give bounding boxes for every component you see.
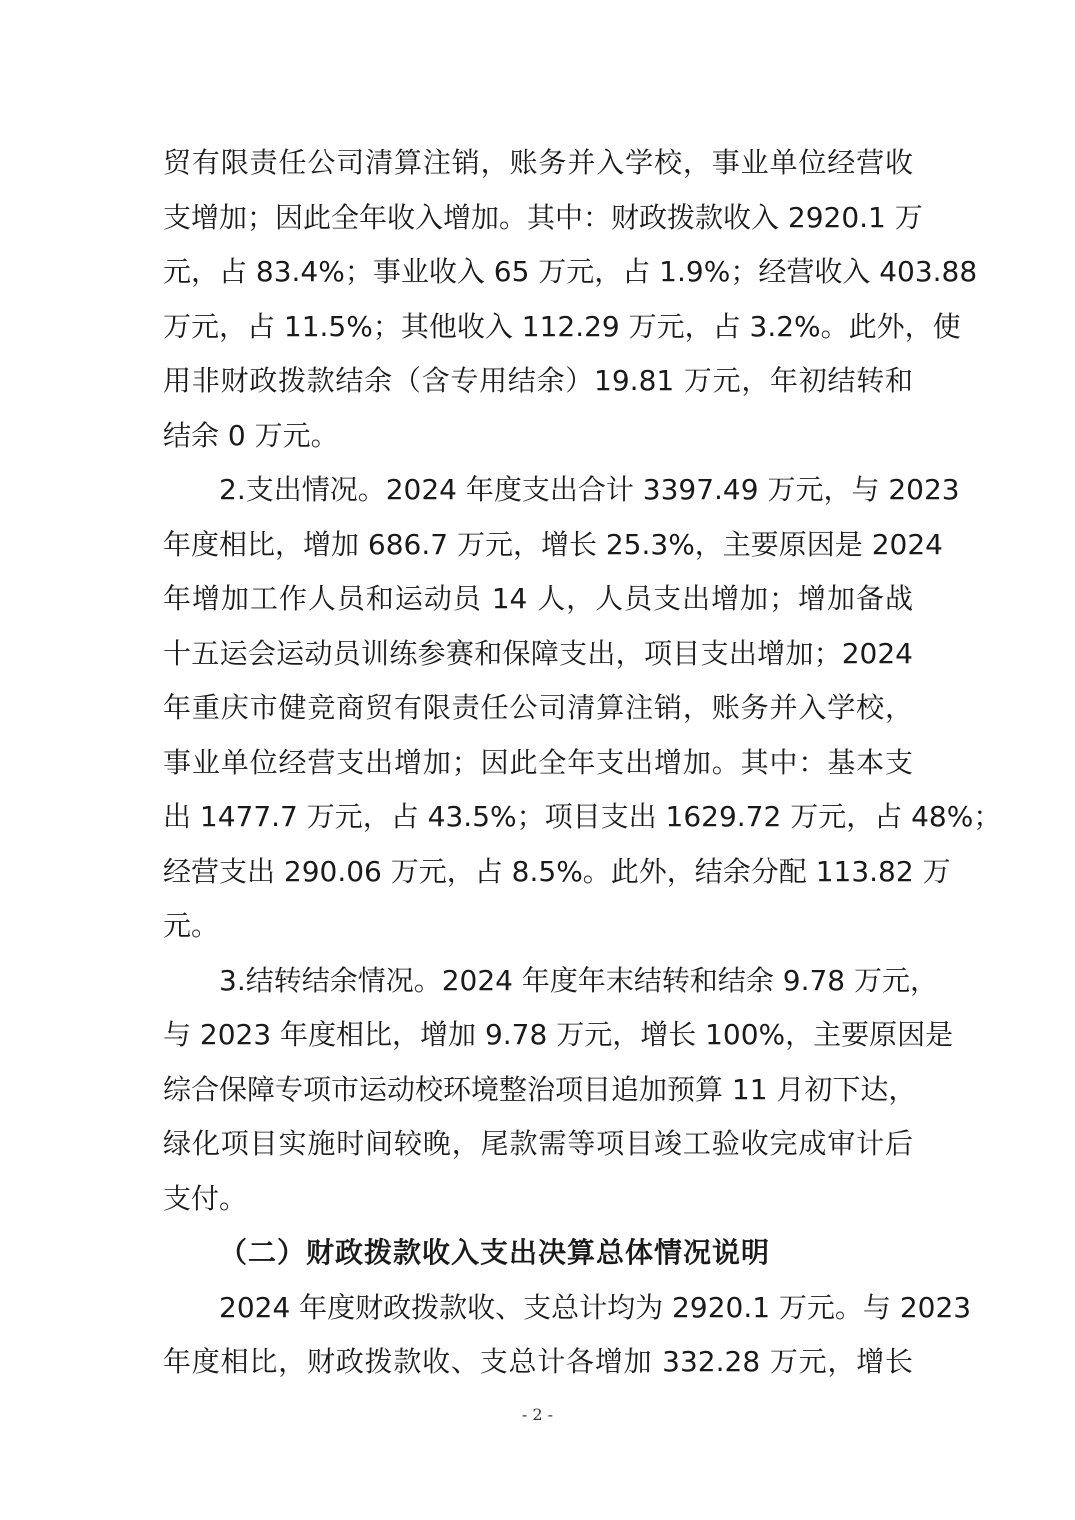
text-line: 年增加工作人员和运动员 14 人，人员支出增加；增加备战 xyxy=(163,582,913,615)
paragraph-fiscal-appropriation xyxy=(163,1281,972,1390)
page-number: - 2 - xyxy=(521,1405,554,1424)
text-line: 年度相比，增加 686.7 万元，增长 25.3%，主要原因是 2024 xyxy=(163,527,943,561)
text-line: 用非财政拨款结余（含专用结余）19.81 万元，年初结转和 xyxy=(163,364,913,397)
text-line: 支付。 xyxy=(163,1181,248,1215)
text-line: 结余 0 万元。 xyxy=(163,418,339,452)
text-line: 2024 年度财政拨款收、支总计均为 2920.1 万元。与 2023 xyxy=(219,1290,972,1324)
text-line: 年度相比，财政拨款收、支总计各增加 332.28 万元，增长 xyxy=(163,1345,913,1378)
text-line: 事业单位经营支出增加；因此全年支出增加。其中：基本支 xyxy=(163,745,913,779)
text-line: 出 1477.7 万元，占 43.5%；项目支出 1629.72 万元，占 48%； xyxy=(163,800,1002,833)
text-line: 万元，占 11.5%；其他收入 112.29 万元，占 3.2%。此外，使 xyxy=(163,309,961,343)
text-line: 3.结转结余情况。2024 年度年末结转和结余 9.78 万元， xyxy=(219,963,939,997)
text-line: 经营支出 290.06 万元，占 8.5%。此外，结余分配 113.82 万 xyxy=(163,854,951,888)
text-line: 年重庆市健竞商贸有限责任公司清算注销，账务并入学校， xyxy=(163,691,913,724)
text-line: 元。 xyxy=(163,909,220,942)
text-line: 综合保障专项市运动校环境整治项目追加预算 11 月初下达， xyxy=(163,1072,917,1106)
text-line: 2.支出情况。2024 年度支出合计 3397.49 万元，与 2023 xyxy=(219,473,960,506)
section-heading: （二）财政拨款收入支出决算总体情况说明 xyxy=(219,1236,771,1269)
text-line: 元，占 83.4%；事业收入 65 万元，占 1.9%；经营收入 403.88 xyxy=(163,255,978,288)
text-line: 贸有限责任公司清算注销，账务并入学校，事业单位经营收 xyxy=(163,146,913,179)
paragraph-carryover xyxy=(163,954,954,1227)
paragraph-expenditure xyxy=(163,463,1002,954)
document-body xyxy=(163,136,1002,1390)
text-line: 绿化项目实施时间较晚，尾款需等项目竣工验收完成审计后 xyxy=(163,1127,913,1160)
text-line: 与 2023 年度相比，增加 9.78 万元，增长 100%，主要原因是 xyxy=(163,1018,954,1051)
text-line: 支增加；因此全年收入增加。其中：财政拨款收入 2920.1 万 xyxy=(163,200,923,234)
text-line: 十五运会运动员训练参赛和保障支出，项目支出增加；2024 xyxy=(163,636,913,670)
paragraph-income-continued xyxy=(163,136,978,463)
